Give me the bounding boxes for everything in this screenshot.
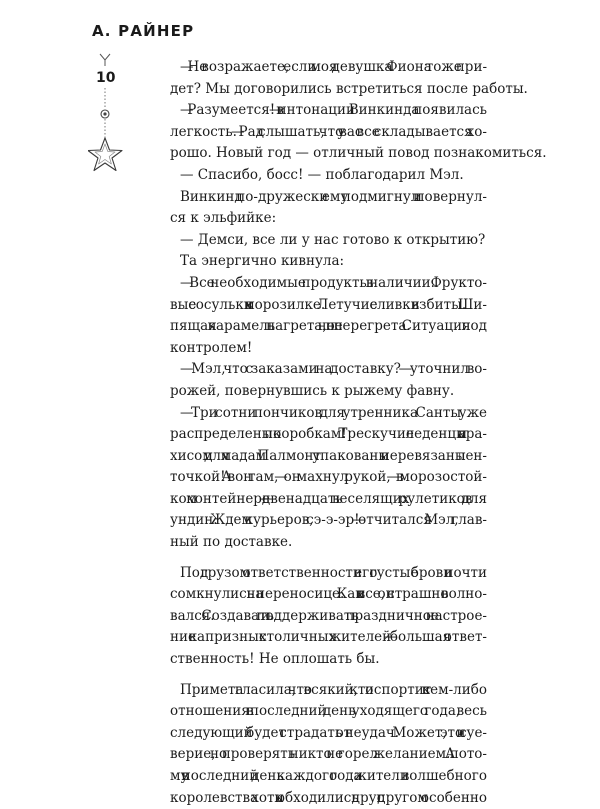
text-line: рожей, повернувшись к рыжему фавну.: [170, 382, 455, 399]
text-line: хисом для мадам Палмонт упакованы и перевязаны лен-: [170, 447, 487, 464]
text-line: му в последний день каждого года жители волшебного: [170, 768, 487, 784]
body-text: [170, 57, 547, 809]
text-line: — Демси, все ли у нас готово к открытию?: [180, 231, 486, 248]
text-line: следующий будет страдать от неудач. Может, это и суе-: [170, 724, 487, 741]
running-head-author: А. РАЙНЕР: [92, 22, 195, 40]
text-line: — Три сотни пончиков для утренника Санты уже: [180, 404, 487, 421]
text-line: Под грузом ответственности его густые брови почти: [180, 564, 487, 581]
paragraph: [170, 57, 528, 100]
text-line: ние капризных столичных жителей — большая ответ-: [170, 629, 487, 646]
paragraph: [170, 100, 547, 165]
star-ornament-icon: [88, 46, 140, 196]
text-line: — Не возражаете, если моя девушка Фиона тоже при-: [180, 59, 487, 75]
text-line: — Спасибо, босс! — поблагодарил Мэл.: [180, 166, 464, 183]
text-line: сомкнулись на переносице. Как и все, он страшно волно-: [170, 586, 487, 603]
text-line: распределены по коробкам! Трескучие леденцы с ара-: [170, 426, 487, 443]
paragraph: [170, 359, 487, 402]
text-line: вался. Создавать и поддерживать праздничное настрое-: [170, 607, 487, 624]
page-number: 10: [96, 70, 116, 86]
paragraph: [170, 403, 487, 554]
text-line: Примета гласила, что всякий, кто испортит с кем-либо: [180, 681, 487, 698]
text-line: пящая карамель нагрета, но не перегрета. Ситуация под: [170, 318, 487, 335]
text-line: — Все необходимые продукты в наличии. Фрукто-: [180, 274, 487, 291]
text-line: вые сосульки в морозилке. Летучие сливки взбиты. Ши-: [170, 296, 487, 313]
text-line: отношения в последний день уходящего года, весь: [170, 703, 487, 720]
text-line: ственность! Не оплошать бы.: [170, 651, 380, 668]
text-line: ундин. Ждем курьеров, сэ-э-эр! — отчитался Мэл, глав-: [170, 512, 487, 529]
text-line: верие, но проверять никто не горел желанием. А пото-: [170, 746, 487, 763]
text-line: — Мэл, что с заказами на доставку? — уточнил во-: [180, 361, 487, 378]
paragraph: [170, 165, 487, 187]
text-line: рошо. Новый год — отличный повод познакомиться.: [170, 145, 547, 162]
text-line: Винкинд по-дружески ему подмигнул и повернул-: [180, 188, 487, 205]
text-line: ком контейнере — двенадцать веселящих рулетиков для: [170, 490, 487, 507]
text-line: — Разумеется! — в интонации Винкинда появилась: [180, 102, 487, 119]
paragraph: [170, 563, 487, 671]
text-line: контролем!: [170, 339, 253, 356]
paragraph: [170, 251, 487, 273]
text-line: дет? Мы договорились встретиться после работы.: [170, 80, 528, 97]
text-line: королевства хоть и обходились друг с другом особенно: [170, 789, 487, 806]
text-line: легкость. — Рад слышать, что у вас все складывается хо-: [170, 123, 487, 140]
paragraph: [170, 230, 487, 252]
paragraph: [170, 680, 487, 809]
text-line: точкой! А вон там, — он махнул рукой, — в морозостой-: [170, 469, 487, 486]
paragraph: [170, 187, 487, 230]
paragraph: [170, 273, 487, 359]
text-line: ся к эльфийке:: [170, 210, 277, 227]
text-line: Та энергично кивнула:: [180, 253, 345, 270]
text-line: ный по доставке.: [170, 534, 293, 551]
